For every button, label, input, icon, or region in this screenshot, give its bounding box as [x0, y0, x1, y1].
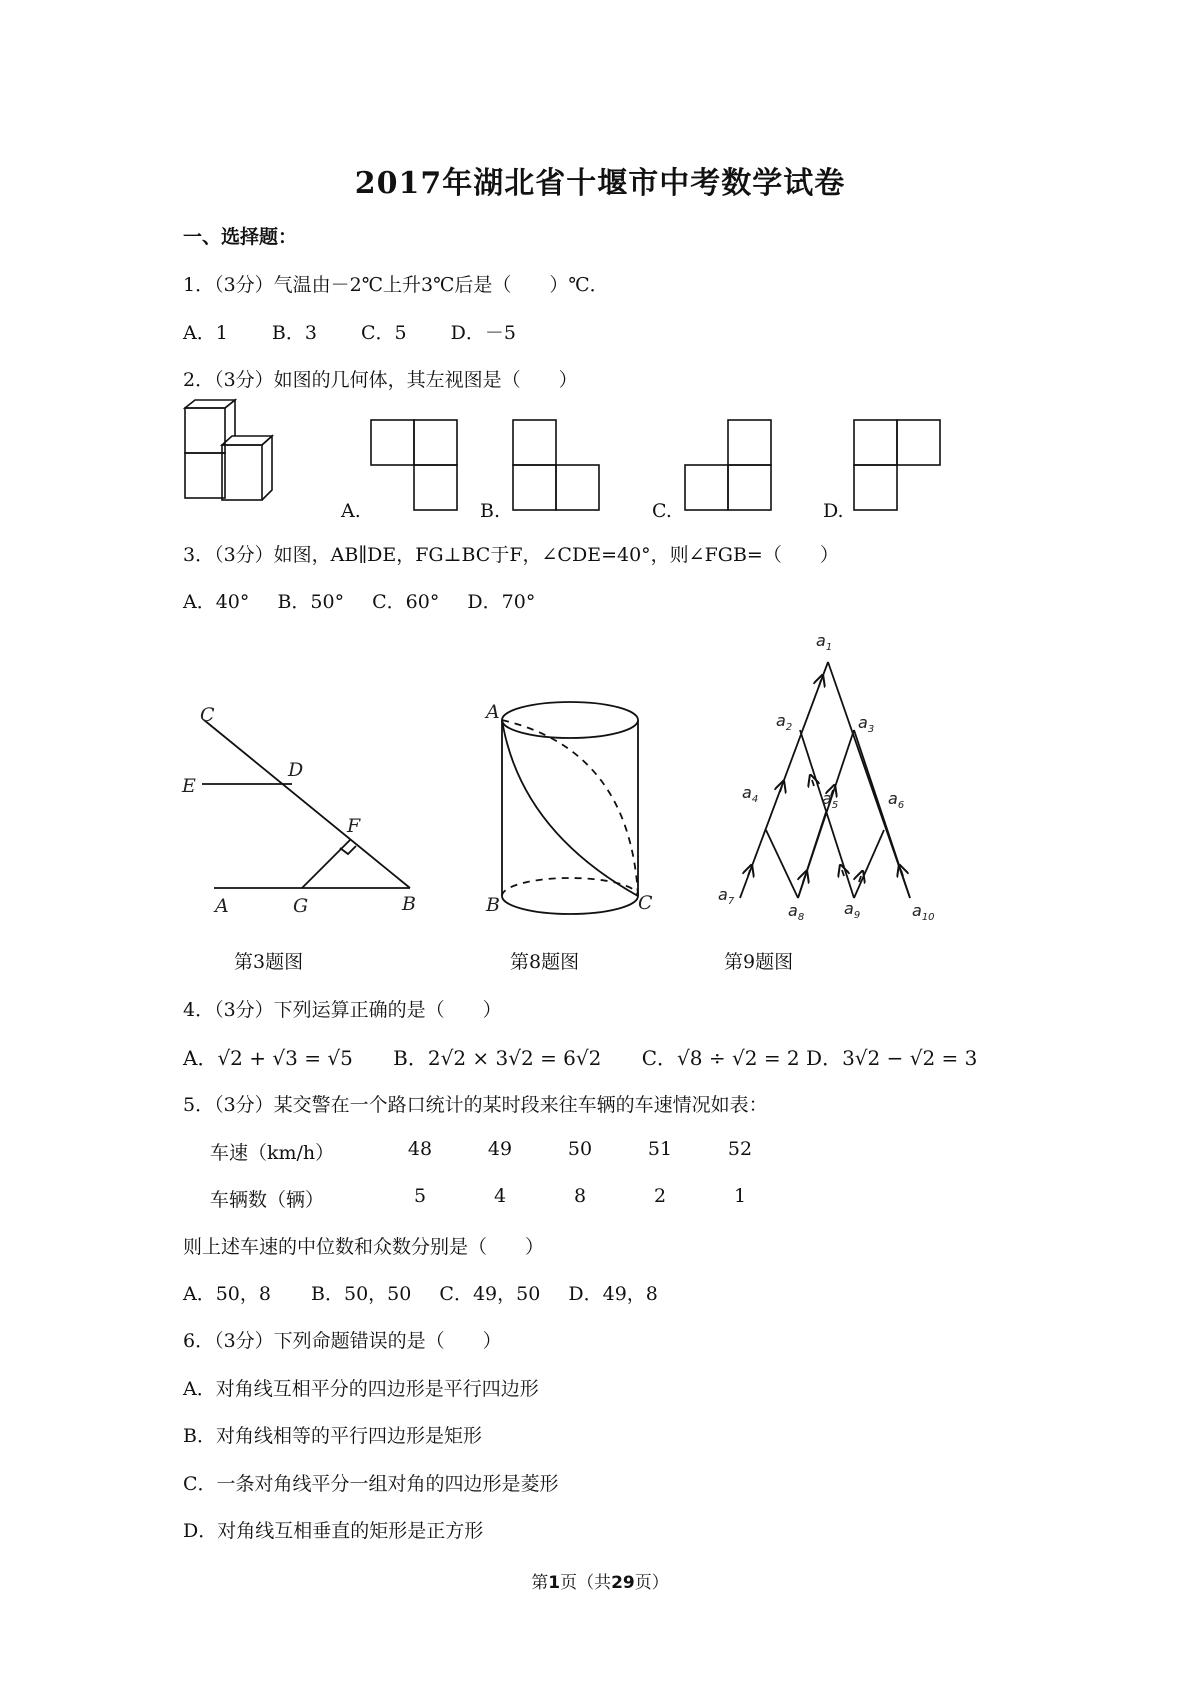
- figure-3-caption: 第3题图: [234, 951, 304, 973]
- q2-solid-figure: [180, 398, 290, 510]
- label-a6: $a_6$: [888, 789, 905, 811]
- option-d: D．－5: [450, 322, 516, 344]
- speed-table: [210, 1138, 753, 1211]
- footer-middle: 页（共: [560, 1573, 612, 1593]
- footer-page-number: 1: [548, 1573, 561, 1593]
- label-a8: $a_8$: [788, 901, 805, 923]
- option-c: C．60°: [372, 591, 440, 613]
- q2-option-d-label: D.: [823, 500, 844, 522]
- label-a: A: [486, 701, 500, 723]
- q2-option-a-label: A.: [341, 500, 361, 522]
- question-1-stem: 1．（3分）气温由－2℃上升3℃后是（ ）℃．: [183, 274, 609, 296]
- label-a2: $a_2$: [776, 711, 793, 733]
- question-6-option-a: A．对角线互相平分的四边形是平行四边形: [183, 1378, 539, 1400]
- label-b: B: [402, 893, 416, 915]
- q2-solid-svg: [180, 398, 290, 510]
- line-gf: [302, 840, 350, 888]
- option-d: D．49，8: [568, 1283, 658, 1305]
- q2-option-b-label: B.: [480, 500, 501, 522]
- question-5-follow: 则上述车速的中位数和众数分别是（ ）: [183, 1236, 545, 1258]
- bottom-back-arc: [502, 878, 638, 896]
- label-a1: $a_1$: [816, 631, 833, 653]
- row-label-count: 车辆数（辆）: [210, 1189, 325, 1211]
- option-d: D．70°: [467, 591, 536, 613]
- label-a10: $a_{10}$: [912, 901, 935, 923]
- option-a: A．50，8: [183, 1283, 271, 1305]
- label-a: A: [215, 895, 229, 917]
- table-cell: 4: [493, 1185, 507, 1207]
- option-b: B．2√2 × 3√2 = 6√2: [393, 1046, 602, 1070]
- label-a9: $a_9$: [844, 899, 861, 921]
- page-title: 2017年湖北省十堰市中考数学试卷: [354, 166, 846, 201]
- footer-prefix: 第: [531, 1573, 549, 1593]
- label-a3: $a_3$: [858, 713, 875, 735]
- q2-option-c-label: C.: [652, 500, 672, 522]
- table-cell: 2: [653, 1185, 667, 1207]
- page-footer: [0, 1568, 1200, 1593]
- label-a7: $a_7$: [718, 885, 735, 907]
- option-b: B．50°: [277, 591, 345, 613]
- option-d: D．3√2 − √2 = 3: [806, 1046, 978, 1070]
- label-c: C: [638, 892, 653, 914]
- option-b: B．3: [271, 322, 317, 344]
- option-a: A．40°: [183, 591, 250, 613]
- table-cell: 1: [733, 1185, 747, 1207]
- figure-3: [180, 700, 440, 920]
- top-ellipse: [502, 702, 638, 738]
- question-5-stem: 5．（3分）某交警在一个路口统计的某时段来往车辆的车速情况如表：: [183, 1094, 768, 1116]
- question-3-options: [183, 587, 557, 614]
- label-c: C: [200, 704, 215, 726]
- front-curve: [502, 720, 638, 896]
- question-6-stem: 6．（3分）下列命题错误的是（ ）: [183, 1330, 502, 1352]
- q2-option-d-figure: [853, 419, 943, 511]
- label-a4: $a_4$: [742, 783, 759, 805]
- q2-option-a-figure: [370, 419, 460, 511]
- row-label-speed: 车速（km/h）: [210, 1142, 335, 1164]
- section-heading: 一、选择题：: [183, 226, 298, 248]
- option-c: C．√8 ÷ √2 = 2: [641, 1046, 800, 1070]
- label-d: D: [288, 759, 304, 781]
- option-c: C．5: [360, 322, 407, 344]
- table-cell: 50: [567, 1138, 593, 1160]
- table-cell: 48: [407, 1138, 433, 1160]
- question-4-options: [183, 1042, 977, 1071]
- question-2-stem: 2．（3分）如图的几何体，其左视图是（ ）: [183, 369, 578, 391]
- question-5-options: [183, 1279, 680, 1306]
- question-6-option-b: B．对角线相等的平行四边形是矩形: [183, 1425, 482, 1447]
- table-cell: 51: [647, 1138, 673, 1160]
- question-1-options: [183, 318, 554, 345]
- bottom-front-arc: [502, 896, 638, 914]
- question-6-option-c: C．一条对角线平分一组对角的四边形是菱形: [183, 1473, 559, 1495]
- figure-9: [700, 626, 950, 926]
- label-f: F: [347, 815, 361, 837]
- option-a: A．1: [183, 322, 228, 344]
- table-row-count: [210, 1185, 747, 1211]
- left-leg: [740, 662, 828, 898]
- option-c: C．49，50: [439, 1283, 541, 1305]
- table-cell: 49: [487, 1138, 513, 1160]
- question-3-stem: 3．（3分）如图，AB∥DE，FG⊥BC于F，∠CDE=40°，则∠FGB=（ ）: [183, 544, 839, 566]
- label-b: B: [486, 894, 500, 916]
- q2-option-c-figure: [684, 419, 774, 511]
- label-a5: $a_5$: [822, 789, 839, 811]
- footer-total-pages: 29: [611, 1573, 635, 1593]
- label-g: G: [293, 895, 309, 917]
- table-cell: 5: [413, 1185, 427, 1207]
- table-cell: 8: [573, 1185, 587, 1207]
- back-curve: [502, 720, 638, 896]
- question-6-option-d: D．对角线互相垂直的矩形是正方形: [183, 1520, 484, 1542]
- option-b: B．50，50: [311, 1283, 412, 1305]
- figure-8: [480, 690, 660, 920]
- line-cb: [204, 720, 410, 888]
- table-row-speed: [210, 1138, 753, 1164]
- figure-9-caption: 第9题图: [724, 951, 794, 973]
- table-cell: 52: [727, 1138, 753, 1160]
- figure-8-caption: 第8题图: [510, 951, 580, 973]
- label-e: E: [182, 775, 196, 797]
- question-4-stem: 4．（3分）下列运算正确的是（ ）: [183, 999, 502, 1021]
- option-a: A．√2 + √3 = √5: [183, 1046, 353, 1070]
- footer-suffix: 页）: [634, 1573, 669, 1593]
- q2-option-b-figure: [512, 419, 602, 511]
